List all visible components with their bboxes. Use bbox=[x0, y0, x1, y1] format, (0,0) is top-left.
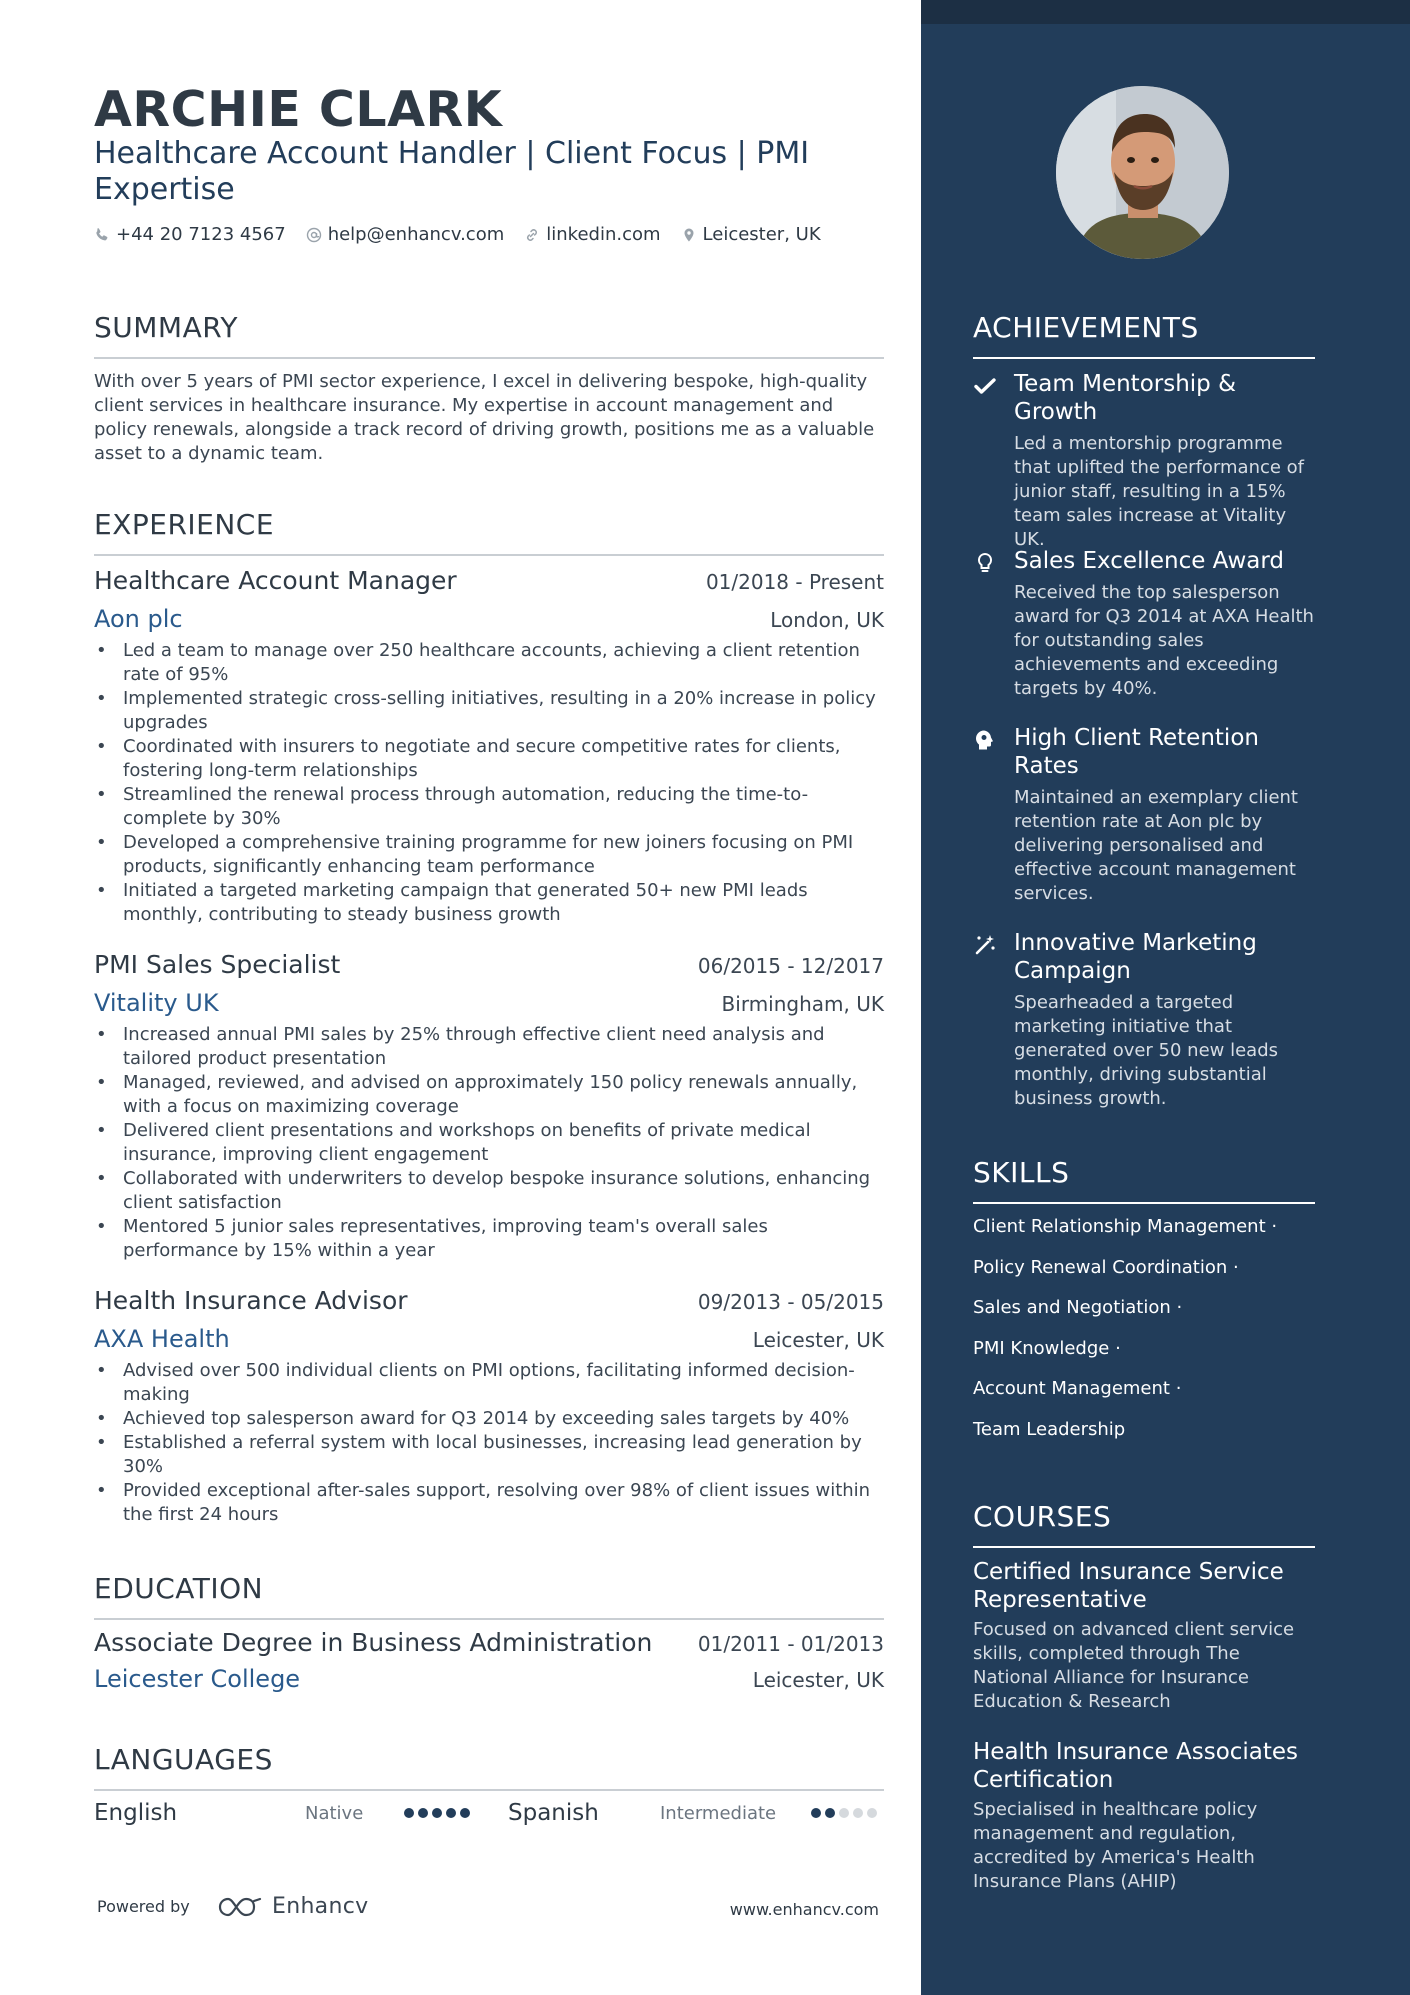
contact-email[interactable] bbox=[306, 224, 505, 245]
sidebar-top-band bbox=[921, 0, 1410, 24]
courses-title: COURSES bbox=[973, 1500, 1112, 1533]
achievement-description: Led a mentorship programme that uplifted the performance of junior staff, resulting in a 15% team sales increase at Vitality UK. bbox=[1014, 433, 1305, 550]
course-title: Health Insurance Associates Certification bbox=[973, 1739, 1299, 1793]
job-location: London, UK bbox=[770, 608, 884, 632]
language-level: Native bbox=[305, 1802, 364, 1824]
skills-list bbox=[973, 1215, 1315, 1458]
achievements-divider bbox=[973, 357, 1315, 359]
experience-divider bbox=[94, 554, 884, 556]
magic-wand-icon bbox=[973, 933, 997, 957]
language-proficiency-dots bbox=[400, 1808, 508, 1818]
email-text: help@enhancv.com bbox=[327, 224, 505, 245]
job-bullets bbox=[94, 1359, 884, 1527]
linkedin-text: linkedin.com bbox=[546, 224, 661, 245]
education-title: EDUCATION bbox=[94, 1572, 264, 1605]
enhancv-logo-icon bbox=[216, 1895, 264, 1919]
education-location: Leicester, UK bbox=[752, 1668, 884, 1692]
proficiency-dot-filled bbox=[460, 1808, 470, 1818]
check-icon bbox=[973, 374, 997, 398]
language-name: English bbox=[94, 1800, 178, 1826]
bullet-item: • Developed a comprehensive training programme for new joiners focusing on PMI products, significantly enhancing team performance bbox=[94, 831, 884, 879]
bullet-item: • Increased annual PMI sales by 25% through effective client need analysis and tailored product presentation bbox=[94, 1023, 884, 1071]
enhancv-logo[interactable] bbox=[216, 1894, 368, 1919]
phone-icon bbox=[94, 227, 110, 243]
company-name: Vitality UK bbox=[94, 989, 219, 1017]
bullet-item: • Collaborated with underwriters to develop bespoke insurance solutions, enhancing client satisfaction bbox=[94, 1167, 884, 1215]
job-dates: 01/2018 - Present bbox=[705, 570, 884, 594]
bullet-item: • Delivered client presentations and workshops on benefits of private medical insurance, improving client engagement bbox=[94, 1119, 884, 1167]
job-location: Leicester, UK bbox=[752, 1328, 884, 1352]
contact-location bbox=[681, 224, 821, 245]
summary-text: With over 5 years of PMI sector experience, I excel in delivering bespoke, high-quality client services in healthcare insurance. My expertise in account management and policy renewals, alongside a track record of driving growth, positions me as a valuable asset to a dynamic team. bbox=[94, 371, 875, 464]
education-entry bbox=[94, 1627, 884, 1695]
course-item bbox=[973, 1738, 1315, 1894]
job-title: PMI Sales Specialist bbox=[94, 950, 341, 979]
achievement-item bbox=[973, 370, 1315, 552]
head-icon bbox=[973, 728, 997, 752]
location-pin-icon bbox=[681, 227, 697, 243]
powered-by-label: Powered by bbox=[97, 1897, 190, 1916]
job-dates: 09/2013 - 05/2015 bbox=[697, 1290, 884, 1314]
bullet-item: • Managed, reviewed, and advised on approximately 150 policy renewals annually, with a focus on maximizing coverage bbox=[94, 1071, 884, 1119]
proficiency-dot-filled bbox=[404, 1808, 414, 1818]
courses-divider bbox=[973, 1546, 1315, 1548]
proficiency-dot-filled bbox=[418, 1808, 428, 1818]
profile-photo-illustration bbox=[1056, 86, 1229, 259]
skill-item: PMI Knowledge · bbox=[973, 1337, 1121, 1359]
skills-divider bbox=[973, 1202, 1315, 1204]
company-name: Aon plc bbox=[94, 605, 183, 633]
bullet-item: • Led a team to manage over 250 healthcare accounts, achieving a client retention rate of 95% bbox=[94, 639, 884, 687]
link-icon bbox=[524, 227, 540, 243]
bullet-item: • Initiated a targeted marketing campaign that generated 50+ new PMI leads monthly, contributing to steady business growth bbox=[94, 879, 884, 927]
languages-divider bbox=[94, 1789, 884, 1791]
education-dates: 01/2011 - 01/2013 bbox=[697, 1632, 884, 1656]
contact-linkedin[interactable] bbox=[524, 224, 660, 245]
skills-title: SKILLS bbox=[973, 1156, 1070, 1189]
job-location: Birmingham, UK bbox=[721, 992, 884, 1016]
skill-item: Sales and Negotiation · bbox=[973, 1297, 1183, 1318]
job-dates: 06/2015 - 12/2017 bbox=[697, 954, 884, 978]
achievement-description: Received the top salesperson award for Q3 2014 at AXA Health for outstanding sales achievements and exceeding targets by 40%. bbox=[1014, 582, 1314, 699]
enhancv-brand-text: Enhancv bbox=[272, 1894, 369, 1919]
course-item bbox=[973, 1558, 1315, 1714]
contact-bar bbox=[94, 224, 841, 245]
course-title: Certified Insurance Service Representative bbox=[973, 1559, 1284, 1613]
languages-list bbox=[94, 1800, 884, 1826]
job-bullets bbox=[94, 1023, 884, 1263]
headline: Healthcare Account Handler | Client Focus | PMI Expertise bbox=[94, 136, 810, 207]
company-name: AXA Health bbox=[94, 1325, 230, 1353]
achievement-description: Maintained an exemplary client retention rate at Aon plc by delivering personalised and effective account management services. bbox=[1014, 787, 1298, 904]
bullet-item: • Achieved top salesperson award for Q3 2014 by exceeding sales targets by 40% bbox=[94, 1407, 884, 1431]
course-description: Specialised in healthcare policy management and regulation, accredited by America's Health Insurance Plans (AHIP) bbox=[973, 1799, 1258, 1892]
skill-item: Client Relationship Management · bbox=[973, 1216, 1278, 1237]
skill-item: Team Leadership bbox=[973, 1418, 1126, 1440]
language-name: Spanish bbox=[508, 1800, 599, 1826]
profile-photo bbox=[1056, 86, 1229, 259]
bullet-item: • Implemented strategic cross-selling initiatives, resulting in a 20% increase in policy upgrades bbox=[94, 687, 884, 735]
skill-item: Account Management · bbox=[973, 1378, 1182, 1399]
job-bullets bbox=[94, 639, 884, 927]
location-text: Leicester, UK bbox=[702, 224, 821, 245]
degree-title: Associate Degree in Business Administration bbox=[94, 1628, 653, 1657]
proficiency-dot-filled bbox=[811, 1808, 821, 1818]
summary-divider bbox=[94, 357, 884, 359]
proficiency-dot-filled bbox=[825, 1808, 835, 1818]
achievement-item bbox=[973, 929, 1315, 1111]
proficiency-dot-filled bbox=[446, 1808, 456, 1818]
job-entry bbox=[94, 1285, 884, 1527]
language-level: Intermediate bbox=[660, 1802, 777, 1824]
website-link[interactable]: www.enhancv.com bbox=[729, 1900, 879, 1919]
at-icon bbox=[306, 227, 322, 243]
experience-title: EXPERIENCE bbox=[94, 508, 275, 541]
phone-text: +44 20 7123 4567 bbox=[116, 224, 286, 245]
education-divider bbox=[94, 1618, 884, 1620]
summary-title: SUMMARY bbox=[94, 311, 239, 344]
bullet-item: • Streamlined the renewal process through automation, reducing the time-to-complete by 30% bbox=[94, 783, 884, 831]
languages-title: LANGUAGES bbox=[94, 1743, 273, 1776]
bullet-item: • Established a referral system with local businesses, increasing lead generation by 30% bbox=[94, 1431, 884, 1479]
proficiency-dot-empty bbox=[867, 1808, 877, 1818]
school-name: Leicester College bbox=[94, 1665, 301, 1693]
achievement-title: Sales Excellence Award bbox=[1014, 548, 1285, 574]
job-title: Healthcare Account Manager bbox=[94, 566, 457, 595]
bullet-item: • Coordinated with insurers to negotiate and secure competitive rates for clients, fostering long-term relationships bbox=[94, 735, 884, 783]
bullet-item: • Advised over 500 individual clients on PMI options, facilitating informed decision-making bbox=[94, 1359, 884, 1407]
job-entry bbox=[94, 949, 884, 1263]
contact-phone[interactable] bbox=[94, 224, 286, 245]
achievement-item bbox=[973, 724, 1315, 906]
job-title: Health Insurance Advisor bbox=[94, 1286, 408, 1315]
course-description: Focused on advanced client service skills, completed through The National Alliance for Insurance Education & Research bbox=[973, 1619, 1295, 1712]
proficiency-dot-empty bbox=[853, 1808, 863, 1818]
proficiency-dot-empty bbox=[839, 1808, 849, 1818]
achievement-title: High Client Retention Rates bbox=[1014, 725, 1259, 779]
achievement-description: Spearheaded a targeted marketing initiative that generated over 50 new leads monthly, driving substantial business growth. bbox=[1014, 992, 1279, 1109]
bullet-item: • Provided exceptional after-sales support, resolving over 98% of client issues within the first 24 hours bbox=[94, 1479, 884, 1527]
achievement-title: Team Mentorship & Growth bbox=[1014, 371, 1237, 425]
skill-item: Policy Renewal Coordination · bbox=[973, 1256, 1239, 1278]
lightbulb-icon bbox=[973, 551, 997, 575]
achievements-title: ACHIEVEMENTS bbox=[973, 311, 1199, 344]
achievement-title: Innovative Marketing Campaign bbox=[1014, 930, 1257, 984]
proficiency-dot-filled bbox=[432, 1808, 442, 1818]
achievement-item bbox=[973, 547, 1315, 701]
candidate-name: ARCHIE CLARK bbox=[94, 81, 503, 138]
language-proficiency-dots bbox=[807, 1808, 877, 1818]
bullet-item: • Mentored 5 junior sales representatives, improving team's overall sales performance by 15% within a year bbox=[94, 1215, 884, 1263]
job-entry bbox=[94, 565, 884, 927]
